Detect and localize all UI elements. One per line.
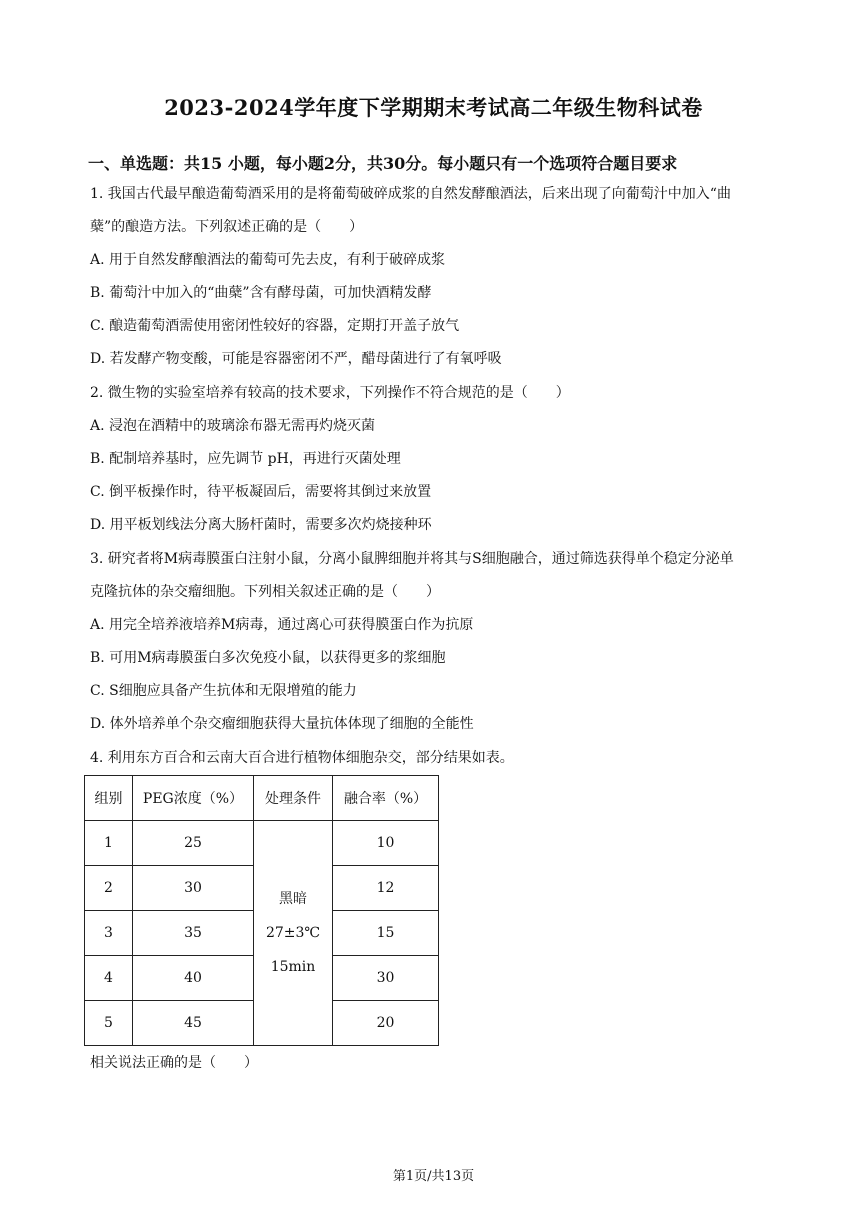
header-rate: 融合率（%） bbox=[333, 776, 439, 821]
cell-peg: 35 bbox=[133, 911, 254, 956]
question-1-stem-cont: 蘖”的酿造方法。下列叙述正确的是（ ） bbox=[90, 219, 364, 235]
header-peg: PEG浓度（%） bbox=[133, 776, 254, 821]
question-3-option-d: D. 体外培养单个杂交瘤细胞获得大量抗体体现了细胞的全能性 bbox=[90, 716, 474, 732]
cell-rate: 30 bbox=[333, 956, 439, 1001]
page-footer: 第1页/共13页 bbox=[392, 1169, 475, 1184]
table-header-row bbox=[85, 776, 439, 821]
question-3-option-b: B. 可用M病毒膜蛋白多次免疫小鼠，以获得更多的浆细胞 bbox=[90, 650, 446, 666]
question-4-prompt: 相关说法正确的是（ ） bbox=[90, 1055, 258, 1071]
question-2-option-c: C. 倒平板操作时，待平板凝固后，需要将其倒过来放置 bbox=[90, 484, 432, 500]
cell-rate: 10 bbox=[333, 821, 439, 866]
question-2-option-b: B. 配制培养基时，应先调节 pH，再进行灭菌处理 bbox=[90, 451, 401, 467]
question-1-option-b: B. 葡萄汁中加入的“曲蘖”含有酵母菌，可加快酒精发酵 bbox=[90, 285, 432, 301]
cell-group: 1 bbox=[85, 821, 133, 866]
fusion-results-table bbox=[84, 775, 439, 1046]
condition-line-3: 15min bbox=[270, 959, 316, 975]
question-3-option-c: C. S细胞应具备产生抗体和无限增殖的能力 bbox=[90, 683, 357, 699]
cell-peg: 40 bbox=[133, 956, 254, 1001]
cell-rate: 20 bbox=[333, 1001, 439, 1046]
question-3-stem: 3. 研究者将M病毒膜蛋白注射小鼠，分离小鼠脾细胞并将其与S细胞融合，通过筛选获得单个稳定分泌单 bbox=[90, 551, 734, 567]
page-title: 2023-2024学年度下学期期末考试高二年级生物科试卷 bbox=[164, 95, 703, 120]
table-row bbox=[85, 821, 439, 866]
question-1-stem: 1. 我国古代最早酿造葡萄酒采用的是将葡萄破碎成浆的自然发酵酿酒法，后来出现了向葡萄汁中加入“曲 bbox=[90, 186, 731, 202]
question-3-option-a: A. 用完全培养液培养M病毒，通过离心可获得膜蛋白作为抗原 bbox=[90, 617, 474, 633]
question-1-option-c: C. 酿造葡萄酒需使用密闭性较好的容器，定期打开盖子放气 bbox=[90, 318, 460, 334]
cell-rate: 15 bbox=[333, 911, 439, 956]
question-4-stem: 4. 利用东方百合和云南大百合进行植物体细胞杂交，部分结果如表。 bbox=[90, 750, 514, 766]
cell-rate: 12 bbox=[333, 866, 439, 911]
header-condition: 处理条件 bbox=[254, 776, 333, 821]
question-2-stem: 2. 微生物的实验室培养有较高的技术要求，下列操作不符合规范的是（ ） bbox=[90, 385, 570, 401]
section-heading: 一、单选题：共15 小题，每小题2分，共30分。每小题只有一个选项符合题目要求 bbox=[88, 154, 678, 173]
cell-group: 2 bbox=[85, 866, 133, 911]
cell-peg: 30 bbox=[133, 866, 254, 911]
question-1-option-a: A. 用于自然发酵酿酒法的葡萄可先去皮，有利于破碎成浆 bbox=[90, 252, 446, 268]
question-2-option-d: D. 用平板划线法分离大肠杆菌时，需要多次灼烧接种环 bbox=[90, 517, 432, 533]
cell-condition bbox=[254, 821, 333, 1046]
condition-line-1: 黑暗 bbox=[279, 891, 307, 907]
question-2-option-a: A. 浸泡在酒精中的玻璃涂布器无需再灼烧灭菌 bbox=[90, 418, 376, 434]
cell-group: 3 bbox=[85, 911, 133, 956]
question-1-option-d: D. 若发酵产物变酸，可能是容器密闭不严，醋母菌进行了有氧呼吸 bbox=[90, 351, 502, 367]
cell-group: 5 bbox=[85, 1001, 133, 1046]
cell-peg: 25 bbox=[133, 821, 254, 866]
condition-line-2: 27±3℃ bbox=[265, 925, 321, 941]
header-group: 组别 bbox=[85, 776, 133, 821]
cell-peg: 45 bbox=[133, 1001, 254, 1046]
cell-group: 4 bbox=[85, 956, 133, 1001]
question-3-stem-cont: 克隆抗体的杂交瘤细胞。下列相关叙述正确的是（ ） bbox=[90, 584, 440, 600]
